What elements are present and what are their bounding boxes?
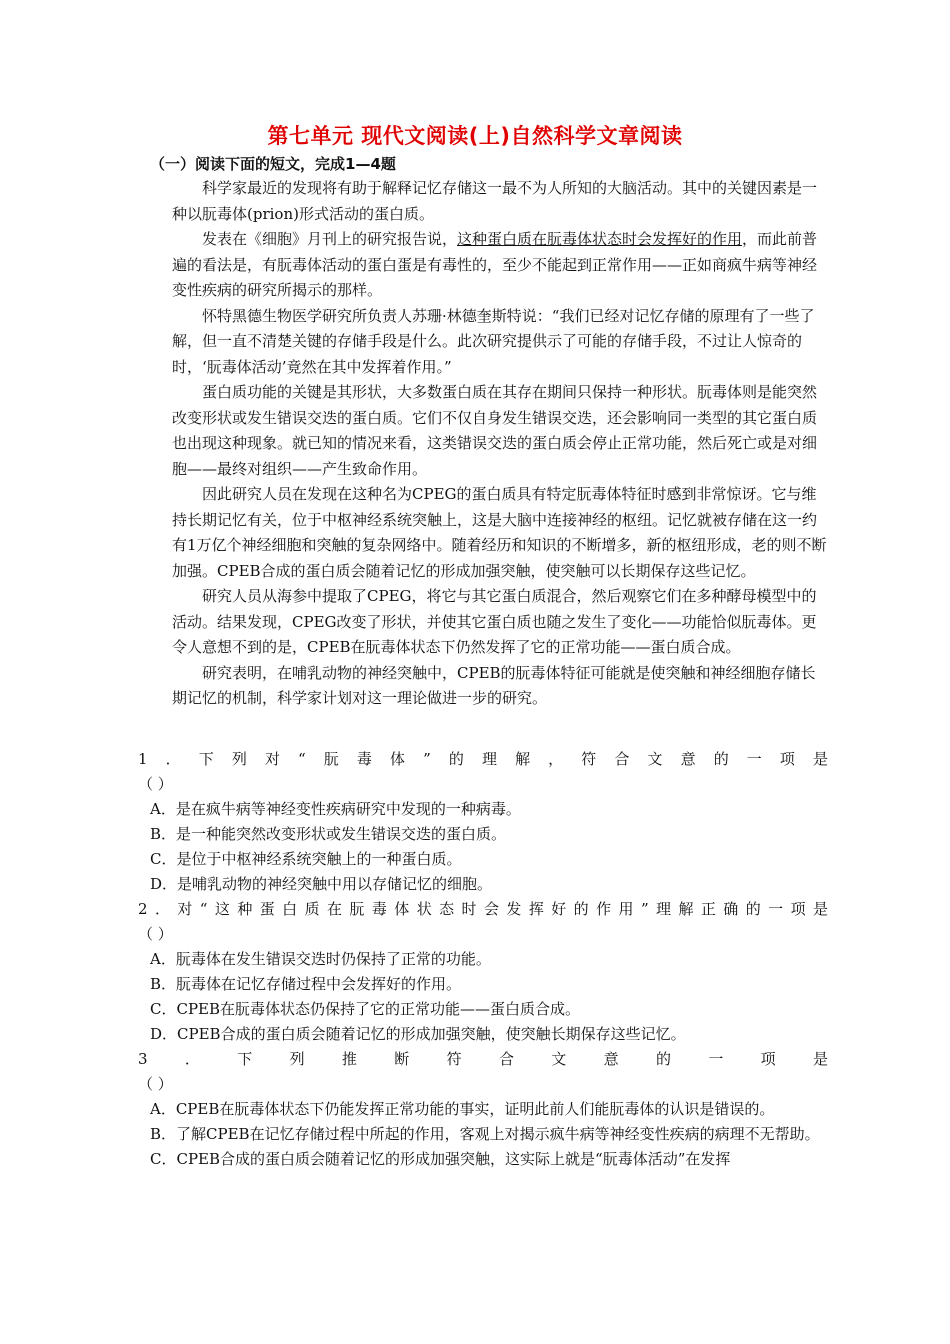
option-a: A．CPEB在朊毒体状态下仍能发挥正常功能的事实，证明此前人们能朊毒体的认识是错误的。: [150, 1100, 775, 1118]
question-2: [138, 897, 828, 1047]
question-3: [138, 1047, 828, 1172]
passage-paragraph: 蛋白质功能的关键是其形状，大多数蛋白质在其存在期间只保持一种形状。朊毒体则是能突然改变形状或发生错误交迭的蛋白质。它们不仅自身发生错误交迭，还会影响同一类型的其它蛋白质也出现这种现象。就已知的情况来看，这类错误交迭的蛋白质会停止正常功能，然后死亡或是对细胞——最终对组织——产生致命作用。: [172, 383, 818, 478]
option-b: B．朊毒体在记忆存储过程中会发挥好的作用。: [150, 975, 462, 993]
option-a: A．是在疯牛病等神经变性疾病研究中发现的一种病毒。: [150, 800, 521, 818]
option-c: C．CPEB合成的蛋白质会随着记忆的形成加强突触，这实际上就是“朊毒体活动”在发挥: [150, 1150, 731, 1168]
passage-paragraph: 科学家最近的发现将有助于解释记忆存储这一最不为人所知的大脑活动。其中的关键因素是一种以朊毒体(prion)形式活动的蛋白质。: [172, 179, 818, 223]
passage-paragraph: 研究表明，在哺乳动物的神经突触中，CPEB的朊毒体特征可能就是使突触和神经细胞存储长期记忆的机制，科学家计划对这一理论做进一步的研究。: [172, 663, 816, 707]
question-1: [138, 747, 828, 897]
option-b: [138, 1122, 828, 1147]
answer-blank: （ ）: [138, 1075, 173, 1093]
option-c: C．是位于中枢神经系统突触上的一种蛋白质。: [150, 850, 462, 868]
option-d: D．CPEB合成的蛋白质会随着记忆的形成加强突触，使突触长期保存这些记忆。: [150, 1025, 686, 1043]
passage-text: ，而此前普遍的看法是，有朊毒体活动的蛋白蛋是有毒性的，至少不能起到正常作用——正如商疯牛病等神经变性疾病的研究所揭示的那样。: [172, 230, 818, 299]
passage-paragraph: 怀特黑德生物医学研究所负责人苏珊·林德奎斯特说：“我们已经对记忆存储的原理有了一些了解，但一直不清楚关键的存储手段是什么。此次研究提供示了可能的存储手段，不过让人惊奇的时，‘朊毒体活动’竟然在其中发挥着作用。”: [172, 306, 815, 376]
passage-paragraph: [172, 227, 830, 304]
option-d: D．是哺乳动物的神经突触中用以存储记忆的细胞。: [150, 875, 493, 893]
underlined-phrase: 这种蛋白质在朊毒体状态时会发挥好的作用: [457, 230, 743, 248]
passage-paragraph: 因此研究人员在发现在这种名为CPEG的蛋白质具有特定朊毒体特征时感到非常惊讶。它与维持长期记忆有关，位于中枢神经系统突触上，这是大脑中连接神经的枢纽。记忆就被存储在这一约有1万亿个神经细胞和突触的复杂网络中。随着经历和知识的不断增多，新的枢纽形成，老的则不断加强。CPEB合成的蛋白质会随着记忆的形成加强突触，使突触可以长期保存这些记忆。: [172, 485, 827, 580]
answer-blank: （ ）: [138, 775, 173, 793]
question-stem: 1．下列对“朊毒体”的理解，符合文意的一项是: [138, 750, 828, 768]
question-stem: 3．下列推断符合文意的一项是: [138, 1050, 828, 1068]
reading-passage: [172, 176, 830, 712]
section-heading: （一）阅读下面的短文，完成1—4题: [150, 155, 396, 173]
passage-paragraph: 研究人员从海参中提取了CPEG，将它与其它蛋白质混合，然后观察它们在多种酵母模型中的活动。结果发现，CPEG改变了形状，并使其它蛋白质也随之发生了变化——功能恰似朊毒体。更令人意想不到的是，CPEB在朊毒体状态下仍然发挥了它的正常功能——蛋白质合成。: [172, 587, 817, 656]
answer-blank: （ ）: [138, 925, 173, 943]
option-c: C．CPEB在朊毒体状态仍保持了它的正常功能——蛋白质合成。: [150, 1000, 581, 1018]
option-b: B．是一种能突然改变形状或发生错误交迭的蛋白质。: [150, 825, 507, 843]
option-a: A．朊毒体在发生错误交迭时仍保持了正常的功能。: [150, 950, 491, 968]
option-text: B．了解CPEB在记忆存储过程中所起的作用，客观上对揭示疯牛病等神经变性疾病的病理不无帮助。: [150, 1125, 820, 1143]
passage-text: 发表在《细胞》月刊上的研究报告说，: [202, 230, 458, 248]
question-stem: 2．对“这种蛋白质在朊毒体状态时会发挥好的作用”理解正确的一项是: [138, 900, 828, 918]
page-title: 第七单元 现代文阅读(上)自然科学文章阅读: [267, 124, 683, 148]
